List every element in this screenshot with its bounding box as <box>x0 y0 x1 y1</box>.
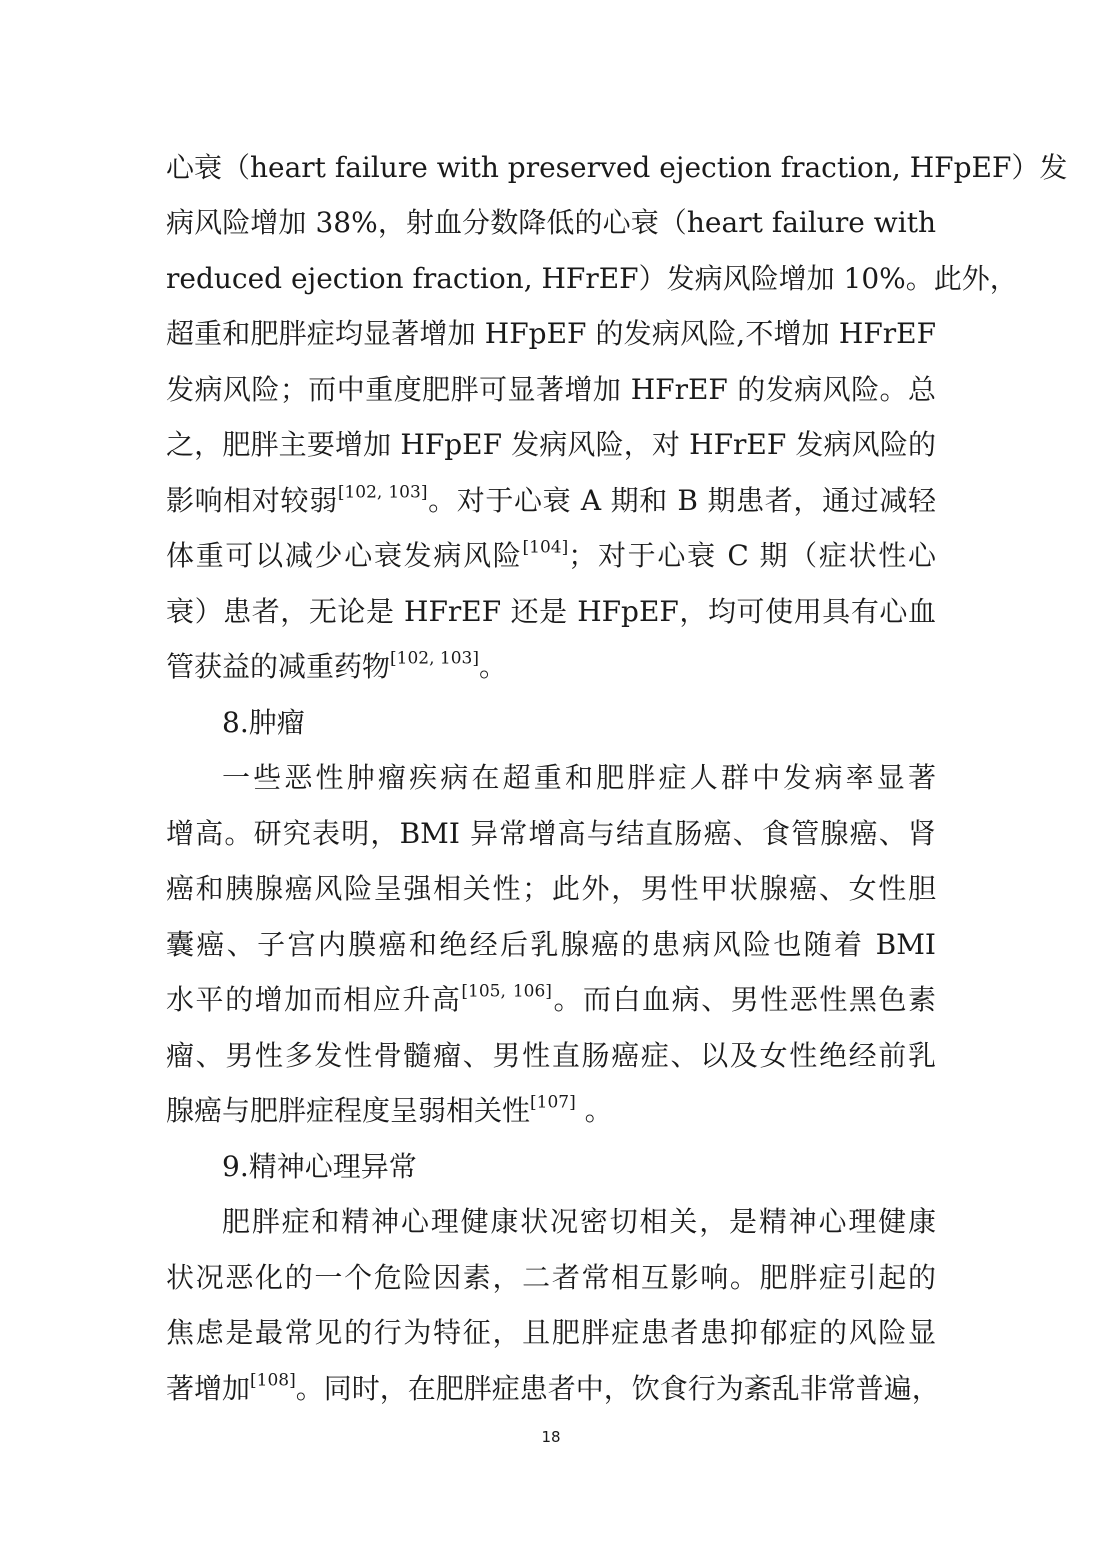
citation: [102, 103] <box>390 648 479 669</box>
line-text: 水平的增加而相应升高 <box>166 983 462 1016</box>
citation: [102, 103] <box>337 482 428 503</box>
paragraph-line <box>166 534 936 578</box>
line-text: ；对于心衰 C 期（症状性心 <box>568 539 936 572</box>
paragraph-line: 囊癌、子宫内膜癌和绝经后乳腺癌的患病风险也随着 BMI <box>166 928 936 961</box>
citation: [108] <box>250 1370 296 1391</box>
line-text: 。而白血病、男性恶性黑色素 <box>551 983 936 1016</box>
line-text: 。对于心衰 A 期和 B 期患者，通过减轻 <box>427 484 936 517</box>
section-heading-tumor: 8.肿瘤 <box>222 706 305 739</box>
paragraph-line: 癌和胰腺癌风险呈强相关性；此外，男性甲状腺癌、女性胆 <box>166 872 936 905</box>
paragraph-line: 一些恶性肿瘤疾病在超重和肥胖症人群中发病率显著 <box>222 761 936 794</box>
citation: [104] <box>522 537 569 558</box>
line-text: 。 <box>478 650 507 683</box>
paragraph-line <box>166 1367 940 1411</box>
line-text: 。 <box>575 1094 613 1127</box>
paragraph-line: reduced ejection fraction, HFrEF）发病风险增加 10%。此外， <box>166 262 1018 295</box>
paragraph-line <box>166 978 936 1022</box>
page-number: 18 <box>541 1428 561 1446</box>
paragraph-line: 瘤、男性多发性骨髓瘤、男性直肠癌症、以及女性绝经前乳 <box>166 1039 936 1072</box>
paragraph-line <box>166 479 936 523</box>
line-text: 腺癌与肥胖症程度呈弱相关性 <box>166 1094 531 1127</box>
paragraph-line: 之，肥胖主要增加 HFpEF 发病风险，对 HFrEF 发病风险的 <box>166 428 936 461</box>
citation: [107] <box>530 1092 576 1113</box>
section-heading-mental-health: 9.精神心理异常 <box>222 1150 417 1183</box>
paragraph-line: 肥胖症和精神心理健康状况密切相关，是精神心理健康 <box>222 1205 936 1238</box>
paragraph-line <box>166 645 936 689</box>
paragraph-line: 心衰（heart failure with preserved ejection fraction, HFpEF）发 <box>166 151 1068 184</box>
paragraph-line: 衰）患者，无论是 HFrEF 还是 HFpEF，均可使用具有心血 <box>166 595 936 628</box>
paragraph-line: 焦虑是最常见的行为特征，且肥胖症患者患抑郁症的风险显 <box>166 1316 936 1349</box>
line-text: 体重可以减少心衰发病风险 <box>166 539 523 572</box>
paragraph-line: 发病风险；而中重度肥胖可显著增加 HFrEF 的发病风险。总 <box>166 373 936 406</box>
paragraph-line <box>166 1089 936 1133</box>
line-text: 。同时，在肥胖症患者中，饮食行为紊乱非常普遍， <box>295 1372 940 1405</box>
line-text: 管获益的减重药物 <box>166 650 391 683</box>
paragraph-line: 状况恶化的一个危险因素，二者常相互影响。肥胖症引起的 <box>166 1261 936 1294</box>
paragraph-line: 增高。研究表明，BMI 异常增高与结直肠癌、食管腺癌、肾 <box>166 817 936 850</box>
line-text: 著增加 <box>166 1372 251 1405</box>
citation: [105, 106] <box>461 981 552 1002</box>
line-text: 影响相对较弱 <box>166 484 338 517</box>
paragraph-line: 超重和肥胖症均显著增加 HFpEF 的发病风险,不增加 HFrEF <box>166 317 936 350</box>
paragraph-line: 病风险增加 38%，射血分数降低的心衰（heart failure with <box>166 206 936 239</box>
